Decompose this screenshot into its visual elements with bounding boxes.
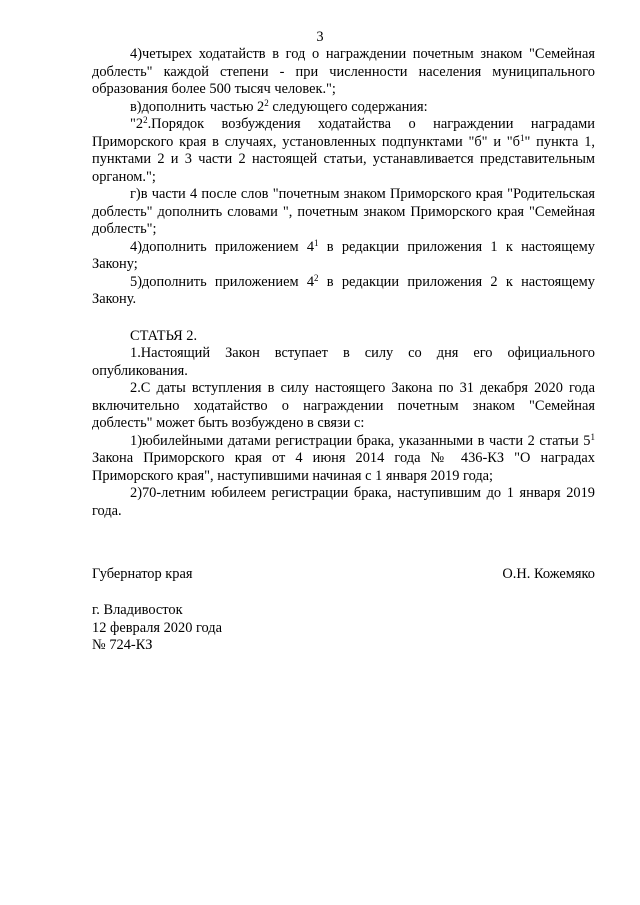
item4b-superscript: 1 xyxy=(314,237,319,248)
item5-text-b: в редакции приложения 2 к настоящему Закону. xyxy=(92,273,595,307)
spacer xyxy=(92,309,595,328)
art2-p3-text-a: 1)юбилейными датами регистрации брака, указанными в части 2 статьи 5 xyxy=(130,432,591,449)
paragraph-item-4: 4)четырех ходатайств в год о награждении почетным знаком "Семейная доблесть" каждой степени - при численности населения муниципального образования более 500 тысяч человек."; xyxy=(92,46,595,97)
article-2-paragraph-1: 1.Настоящий Закон вступает в силу со дня его официального опубликования. xyxy=(92,345,595,379)
paragraph-item-5-appendix xyxy=(92,274,595,309)
quote-superscript-1: 2 xyxy=(143,115,148,125)
item4b-text-b: в редакции приложения 1 к настоящему Закону; xyxy=(92,238,595,272)
item5-superscript: 2 xyxy=(314,272,319,283)
quote-text-a: "2 xyxy=(130,116,144,132)
item-v-text-a: в)дополнить частью 2 xyxy=(130,98,265,115)
art2-p3-superscript: 1 xyxy=(590,431,595,442)
item-v-text-b: следующего содержания: xyxy=(268,98,428,115)
signature-title: Губернатор края xyxy=(92,566,193,582)
quote-text-b: .Порядок возбуждения ходатайства о награждении наградами Приморского края в случаях, установленных подпунктами "б" и "б xyxy=(92,116,595,150)
item-v-superscript: 2 xyxy=(264,97,269,108)
quote-superscript-2: 1 xyxy=(520,132,525,143)
document-footer xyxy=(92,602,222,655)
article-2-paragraph-4: 2)70-летним юбилеем регистрации брака, наступившим до 1 января 2019 года. xyxy=(92,485,595,519)
item5-text-a: 5)дополнить приложением 4 xyxy=(130,273,315,290)
article-2-paragraph-3 xyxy=(92,433,595,486)
paragraph-quoted-part xyxy=(92,116,595,186)
paragraph-item-g: г)в части 4 после слов "почетным знаком Приморского края "Родительская доблесть" дополнить словами ", почетным знаком Приморского края "Семейная доблесть"; xyxy=(92,186,595,237)
place: г. Владивосток xyxy=(92,602,183,618)
date: 12 февраля 2020 года xyxy=(92,619,223,636)
paragraph-item-4-appendix xyxy=(92,239,595,274)
item4b-text-a: 4)дополнить приложением 4 xyxy=(130,238,315,255)
quote-text-c: " пункта 1, пунктами 2 и 3 части 2 настоящей статьи, устанавливается представительным органом."; xyxy=(92,133,595,185)
signature-block xyxy=(92,566,595,584)
article-2-heading: СТАТЬЯ 2. xyxy=(130,327,198,344)
law-number: № 724-КЗ xyxy=(92,637,153,653)
article-2-paragraph-2: 2.С даты вступления в силу настоящего Закона по 31 декабря 2020 года включительно ходатайство о награждении почетным знаком "Семейная доблесть" может быть возбуждено в связи с: xyxy=(92,380,595,431)
document-body xyxy=(92,46,595,520)
art2-p3-text-b: Закона Приморского края от 4 июня 2014 года № 436-КЗ "О наградах Приморского края", наступившими начиная с 1 января 2019 года; xyxy=(92,450,595,484)
page-number: 3 xyxy=(316,29,324,45)
signature-name: О.Н. Кожемяко xyxy=(502,566,595,582)
paragraph-item-v xyxy=(92,99,595,117)
